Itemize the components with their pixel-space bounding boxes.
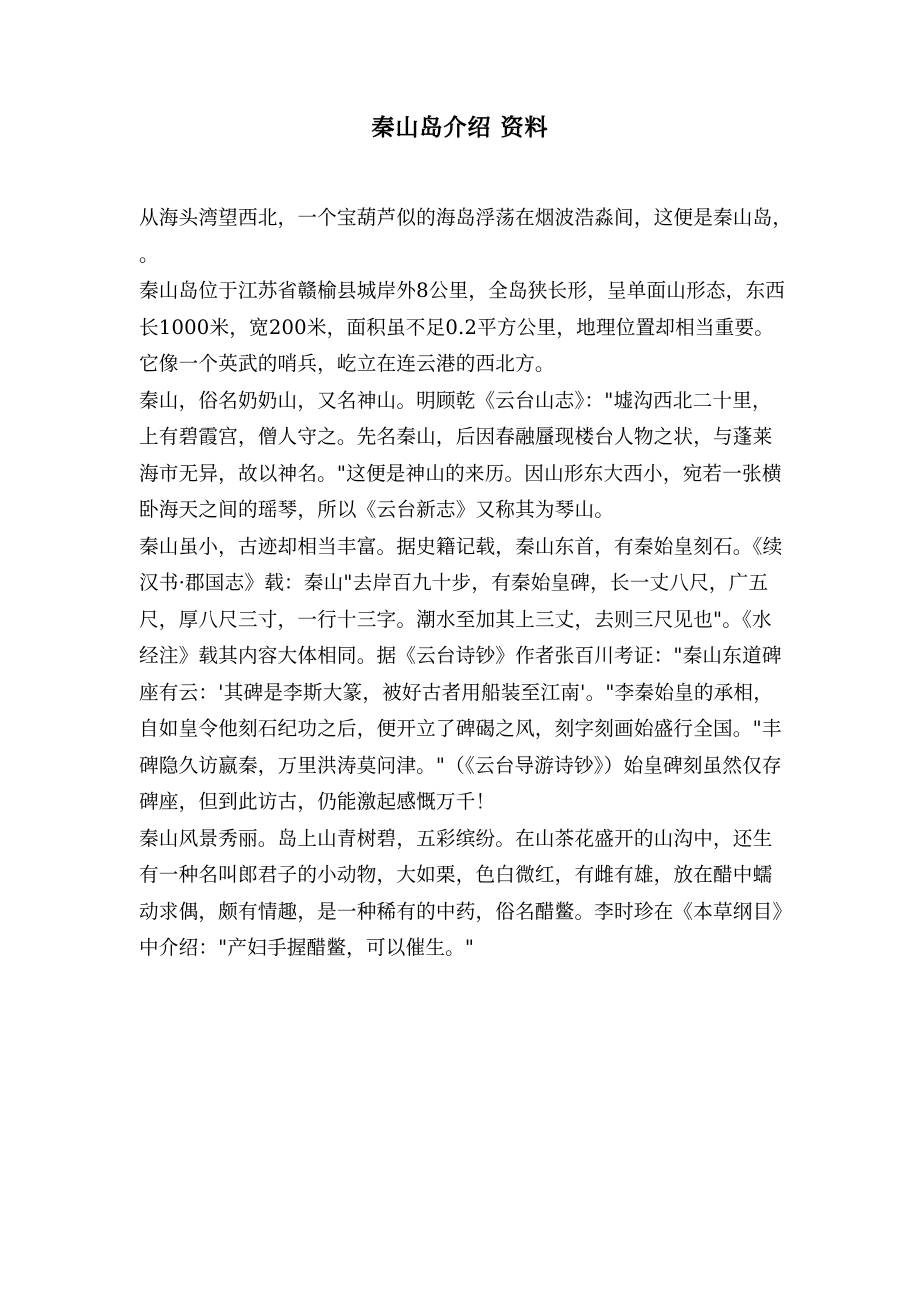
paragraph-3: 秦山，俗名奶奶山，又名神山。明顾乾《云台山志》："墟沟西北二十里，上有碧霞宫，僧人守之。先名秦山，后因春融蜃现楼台人物之状，与蓬莱海市无异，故以神名。"这便是神山的来历。因山形东大西小，宛若一张横卧海天之间的瑶琴，所以《云台新志》又称其为琴山。 (139, 388, 782, 521)
paragraph-2: 秦山岛位于江苏省赣榆县城岸外8公里，全岛狭长形，呈单面山形态，东西长1000米，宽200米，面积虽不足0.2平方公里，地理位置却相当重要。它像一个英武的哨兵，屹立在连云港的西北方。 (139, 279, 786, 375)
paragraph-1: 从海头湾望西北，一个宝葫芦似的海岛浮荡在烟波浩淼间，这便是秦山岛， 。 (139, 206, 803, 266)
document-body (139, 200, 803, 967)
paragraph-4: 秦山虽小，古迹却相当丰富。据史籍记载，秦山东首，有秦始皇刻石。《续汉书·郡国志》载：秦山"去岸百九十步，有秦始皇碑，长一丈八尺，广五尺，厚八尺三寸，一行十三字。潮水至加其上三丈，去则三尺见也"。《水经注》载其内容大体相同。据《云台诗钞》作者张百川考证："秦山东道碑座有云：'其碑是李斯大篆，被好古者用船装至江南'。"李秦始皇的承相，自如皇令他刻石纪功之后，便开立了碑碣之风，刻字刻画始盛行全国。"丰碑隐久访嬴秦，万里洪涛莫问津。"（《云台导游诗钞》）始皇碑刻虽然仅存碑座，但到此访古，仍能激起感慨万千！ (139, 534, 783, 813)
paragraph-5: 秦山风景秀丽。岛上山青树碧，五彩缤纷。在山茶花盛开的山沟中，还生有一种名叫郎君子的小动物，大如栗，色白微红，有雌有雄，放在醋中蠕动求偶，颇有情趣，是一种稀有的中药，俗名醋鳖。李时珍在《本草纲目》中介绍："产妇手握醋鳖，可以催生。" (139, 826, 783, 959)
page-title: 秦山岛介绍 资料 (371, 115, 549, 141)
